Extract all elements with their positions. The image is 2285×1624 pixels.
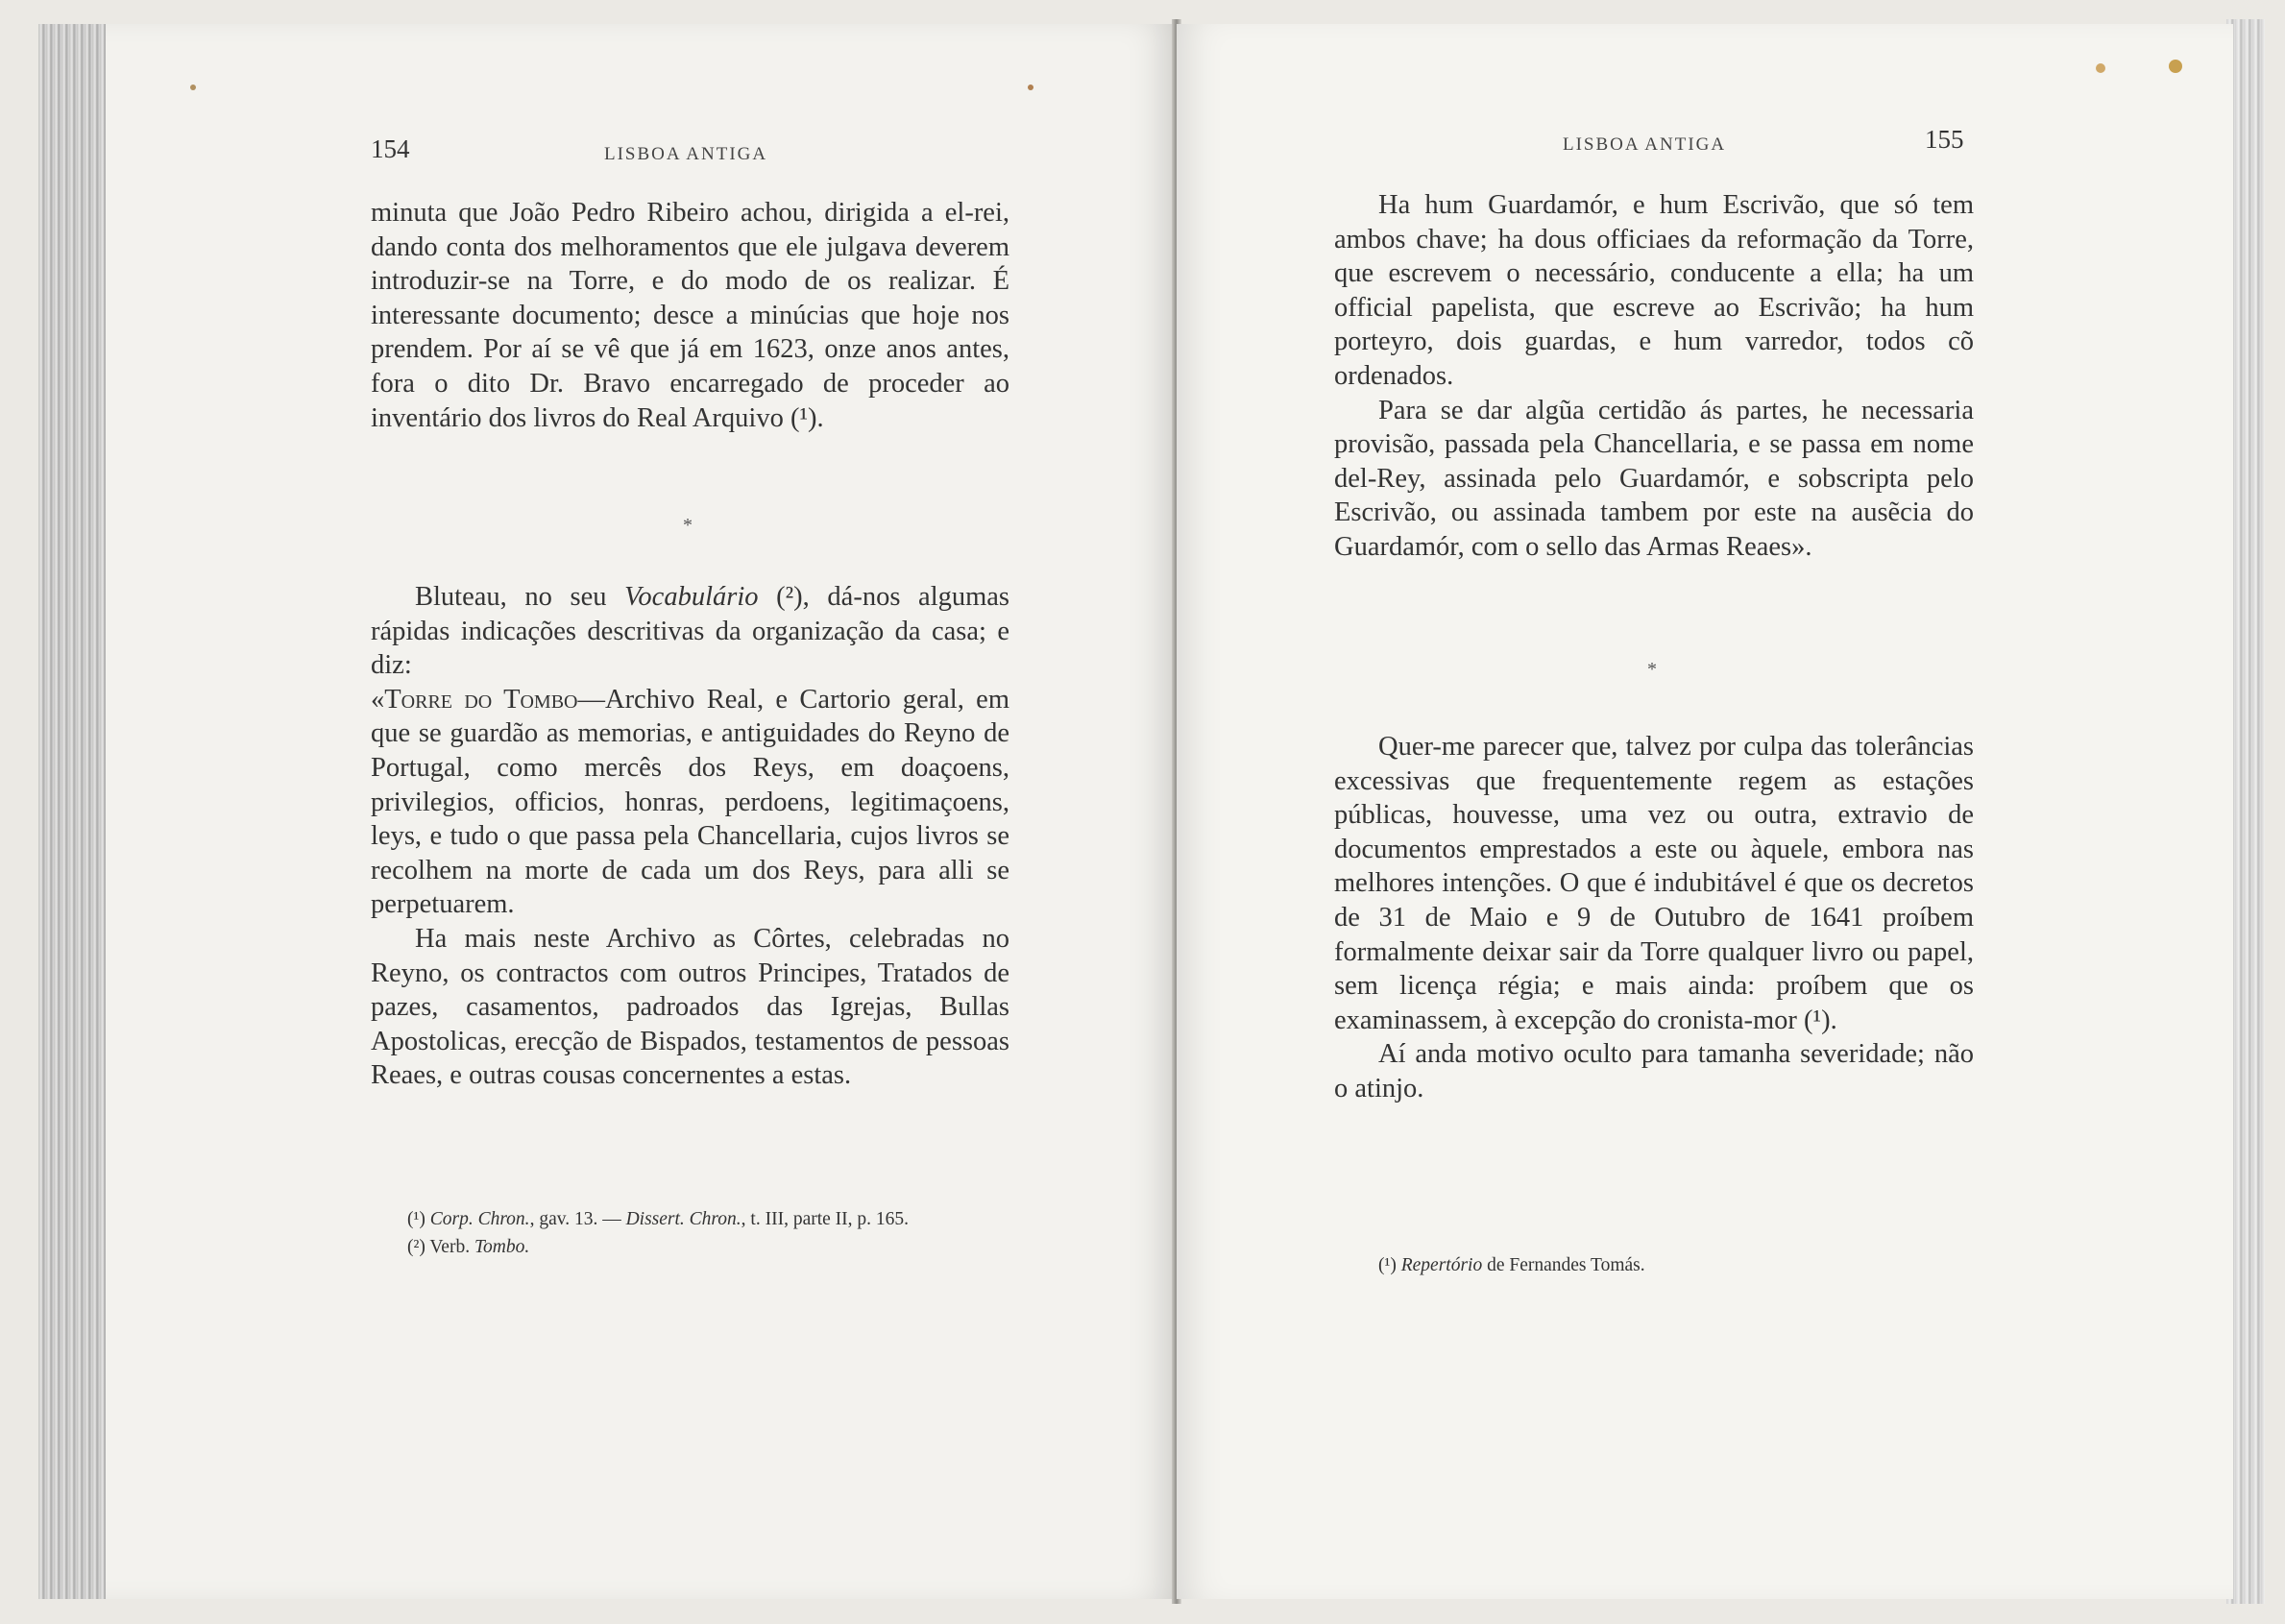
left-body-bottom bbox=[371, 580, 1009, 1093]
left-footnote-1-text-b: , gav. 13. — bbox=[529, 1209, 621, 1229]
left-footnote-2-text-b: Tombo. bbox=[474, 1237, 530, 1257]
left-section-separator: * bbox=[683, 515, 693, 536]
left-page-number: 154 bbox=[371, 134, 410, 163]
paper-speck bbox=[2169, 60, 2182, 73]
right-paragraph-2: Para se dar algũa certidão ás partes, he necessaria provisão, passada pela Chancellaria, e se passa em nome del-Rey, assinada pelo Guardamór, e sobscripta pelo Escrivão, ou assinada tambem por este na ausẽcia do Guardamór, com o sello das Armas Reaes». bbox=[1334, 395, 1974, 562]
left-paragraph-2 bbox=[371, 580, 1009, 683]
right-body-top bbox=[1334, 188, 1974, 565]
left-footnotes bbox=[371, 1205, 1009, 1261]
right-footnote-1-mark: (¹) bbox=[1378, 1255, 1397, 1275]
left-footnote-1-mark: (¹) bbox=[407, 1209, 425, 1229]
paper-speck bbox=[2096, 63, 2105, 73]
left-paragraph-1: minuta que João Pedro Ribeiro achou, dirigida a el-rei, dando conta dos melhoramentos que ele julgava deverem introduzir-se na Torre, e do modo de os realizar. É interessante documento; desce a minúcias que hoje nos prendem. Por aí se vê que já em 1623, onze anos antes, fora o dito Dr. Bravo encarregado de proceder ao inventário dos livros do Real Arquivo (¹). bbox=[371, 198, 1009, 433]
left-footnote-1-text-d: , t. III, parte II, p. 165. bbox=[741, 1209, 910, 1229]
right-paragraph-3: Quer-me parecer que, talvez por culpa das tolerâncias excessivas que frequentemente regem as estações públicas, houvesse, uma vez ou outra, extravio de documentos emprestados a este ou àquele, embora nas melhores intenções. O que é indubitável é que os decretos de 31 de Maio e 9 de Outubro de 1641 proíbem formalmente deixar sair da Torre qualquer livro ou papel, sem licença régia; e mais ainda: proíbem que os examinassem, à excepção do cronista-mor (¹). bbox=[1334, 732, 1974, 1035]
right-paragraph-1: Ha hum Guardamór, e hum Escrivão, que só tem ambos chave; ha dous officiaes da reformação da Torre, que escrevem o necessário, conducente a ella; ha um official papelista, que escreve ao Escrivão; ha hum porteyro, dois guardas, e hum varredor, todos cõ ordenados. bbox=[1334, 190, 1974, 391]
left-footnote-1 bbox=[371, 1205, 1009, 1233]
paper-speck bbox=[1028, 85, 1033, 90]
left-paragraph-2-text-b: (²), dá-nos algumas rápidas indicações descritivas da organização da casa; e diz: bbox=[371, 582, 1010, 681]
left-paragraph-2-text-a: Bluteau, no seu bbox=[415, 582, 607, 612]
left-quote-open: « bbox=[371, 684, 385, 715]
paper-speck bbox=[190, 85, 196, 90]
right-footnotes bbox=[1334, 1251, 1974, 1279]
left-footnote-1-source-a: Corp. Chron. bbox=[429, 1209, 530, 1229]
right-body-bottom bbox=[1334, 730, 1974, 1106]
left-quote-caps: Torre do Tombo bbox=[384, 684, 578, 715]
left-paragraph-4: Ha mais neste Archivo as Côrtes, celebradas no Reyno, os contractos com outros Principes, Tratados de pazes, casamentos, padroados das Igrejas, Bullas Apostolicas, erecção de Bispados, testamentos de pessoas Reaes, e outras cousas concernentes a estas. bbox=[371, 923, 1009, 1091]
right-paragraph-4: Aí anda motivo oculto para tamanha severidade; não o atinjo. bbox=[1334, 1039, 1974, 1103]
right-footnote-1 bbox=[1334, 1251, 1974, 1279]
left-paragraph-2-book-title: Vocabulário bbox=[624, 582, 759, 612]
left-footnote-2-text-a: Verb. bbox=[429, 1237, 471, 1257]
right-footnote-1-source: Repertório bbox=[1400, 1255, 1483, 1275]
right-section-separator: * bbox=[1647, 659, 1657, 680]
left-paragraph-3-text: —Archivo Real, e Cartorio geral, em que se guardão as memorias, e antiguidades do Reyno de Portugal, como mercês dos Reys, em doaçoens, privilegios, officios, honras, perdoens, legitimaçoens, leys, e tudo o que passa pela Chancellaria, cujos livros se recolhem na morte de cada um dos Reys, para alli se perpetuarem. bbox=[371, 684, 1009, 920]
right-footnote-1-text: de Fernandes Tomás. bbox=[1487, 1255, 1645, 1275]
left-page-edges bbox=[38, 24, 113, 1599]
left-footnote-2-mark: (²) bbox=[407, 1237, 425, 1257]
left-paragraph-3 bbox=[371, 683, 1009, 922]
left-footnote-2 bbox=[371, 1233, 1009, 1261]
left-body-top bbox=[371, 196, 1009, 435]
right-running-head: LISBOA ANTIGA bbox=[1563, 134, 1727, 155]
left-footnote-1-source-c: Dissert. Chron. bbox=[625, 1209, 741, 1229]
right-page-number: 155 bbox=[1925, 125, 1964, 154]
left-running-head: LISBOA ANTIGA bbox=[604, 144, 768, 164]
